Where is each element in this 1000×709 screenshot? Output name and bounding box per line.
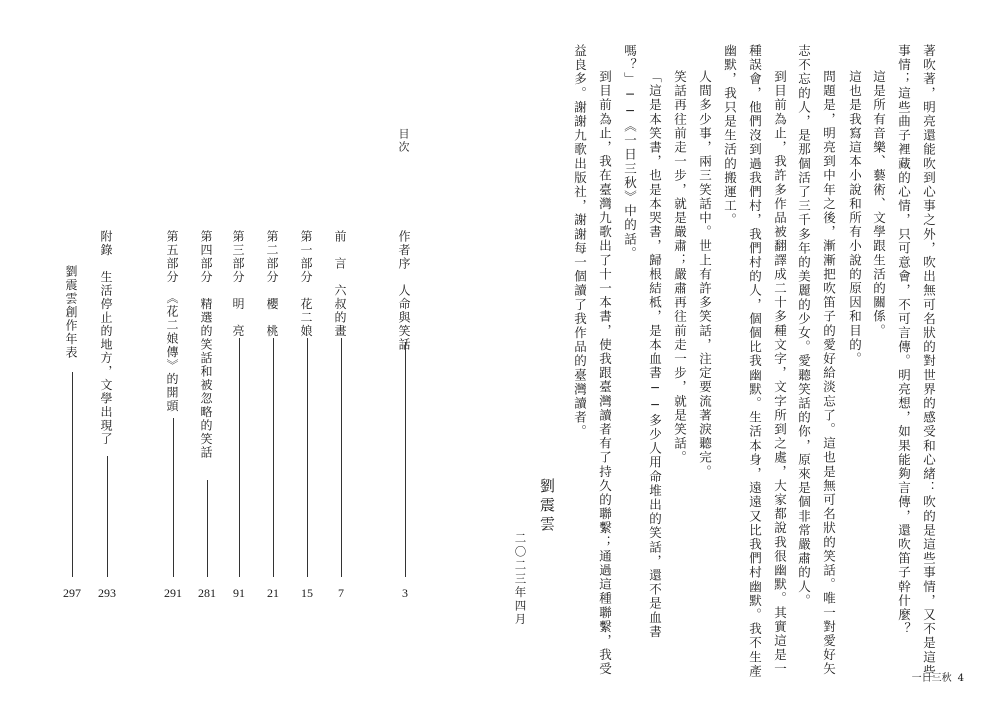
toc-leader-line <box>341 338 342 577</box>
toc-entry-label: 第五部分 《花二娘傳》的開頭 <box>165 230 179 413</box>
preface-column: 志不忘的人，是那個活了三千多年的美麗的少女。愛聽笑話的你，原來是個非常嚴肅的人。 <box>796 44 812 608</box>
preface-column: 這是所有音樂、藝術、文學跟生活的關係。 <box>871 70 887 338</box>
preface-column: 幽默，我只是生活的搬運工。 <box>722 44 738 228</box>
preface-column: 嗎？」──《一日三秋》中的話。 <box>622 44 638 261</box>
preface-column: 這也是我寫這本小說和所有小說的原因和目的。 <box>847 70 863 367</box>
toc-entry-label: 附錄 生活停止的地方，文學出現了 <box>99 230 113 446</box>
preface-column: 種誤會，他們沒到過我們村，我們村的人，個個比我幽默。生活本身，遠遠又比我們村幽默。我不生產 <box>747 44 763 679</box>
toc-entry-label: 劉震雲創作年表 <box>64 265 78 360</box>
toc-page-number: 293 <box>98 586 116 600</box>
preface-column: 到目前為止，我在臺灣九歌出了十一本書，使我跟臺灣讀者有了持久的聯繫；通過這種聯繫，我受 <box>597 70 613 677</box>
footer-book-title: 一日三秋 <box>911 673 952 684</box>
toc-leader-line <box>107 456 108 577</box>
toc-leader-line <box>72 372 73 577</box>
toc-page-number: 281 <box>198 586 216 600</box>
preface-column: 到目前為止，我許多作品被翻譯成二十多種文字，文字所到之處，大家都說我很幽默。其實這是一 <box>772 70 788 677</box>
footer-page-number: 4 <box>957 673 964 684</box>
preface-column: 人間多少事，兩三笑話中。世上有許多笑話，注定要流著淚聽完。 <box>697 70 713 479</box>
preface-column: 益良多。謝謝九歌出版社，謝謝每一個讀了我作品的臺灣讀者。 <box>572 44 588 439</box>
toc-page-number: 21 <box>267 586 279 600</box>
preface-date: 二〇二三年四月 <box>513 532 528 627</box>
toc-page-number: 291 <box>164 586 182 600</box>
toc-leader-line <box>307 338 308 577</box>
author-signature: 劉震雲 <box>538 478 556 535</box>
running-footer <box>906 669 964 684</box>
toc-title: 目次 <box>397 128 410 154</box>
preface-column: 著吹著，明亮還能吹到心事之外，吹出無可名狀的對世界的感受和心緒：吹的是這些事情，又不是這些 <box>921 44 937 679</box>
toc-page-number: 7 <box>338 586 344 600</box>
toc-entry-label: 第三部分 明 亮 <box>231 230 245 338</box>
toc-leader-line <box>239 338 240 577</box>
preface-column: 事情；這些曲子裡藏的心情，只可意會，不可言傳。明亮想，如果能夠言傳，還吹笛子幹什麼？ <box>896 44 912 637</box>
toc-page-number: 297 <box>63 586 81 600</box>
toc-leader-line <box>207 480 208 577</box>
toc-entry-label: 作者序 人命與笑話 <box>397 230 411 352</box>
toc-entry-label: 第四部分 精選的笑話和被忽略的笑話 <box>199 230 213 460</box>
toc-entry-label: 前 言 六叔的畫 <box>333 230 347 338</box>
toc-leader-line <box>273 338 274 577</box>
toc-leader-line <box>173 418 174 577</box>
toc-leader-line <box>405 342 406 577</box>
toc-page-number: 15 <box>301 586 313 600</box>
toc-entry-label: 第二部分 櫻 桃 <box>265 230 279 338</box>
toc-page-number: 91 <box>233 586 245 600</box>
toc-page-number: 3 <box>402 586 408 600</box>
preface-column: 「這是本笑書，也是本哭書，歸根結柢，是本血書──多少人用命堆出的笑話，還不是血書 <box>647 70 663 639</box>
preface-column: 問題是，明亮到中年之後，漸漸把吹笛子的愛好給淡忘了。這也是無可名狀的笑話。唯一對愛好矢 <box>821 70 837 677</box>
toc-entry-label: 第一部分 花二娘 <box>299 230 313 338</box>
preface-column: 笑話再往前走一步，就是嚴肅；嚴肅再往前走一步，就是笑話。 <box>672 70 688 465</box>
